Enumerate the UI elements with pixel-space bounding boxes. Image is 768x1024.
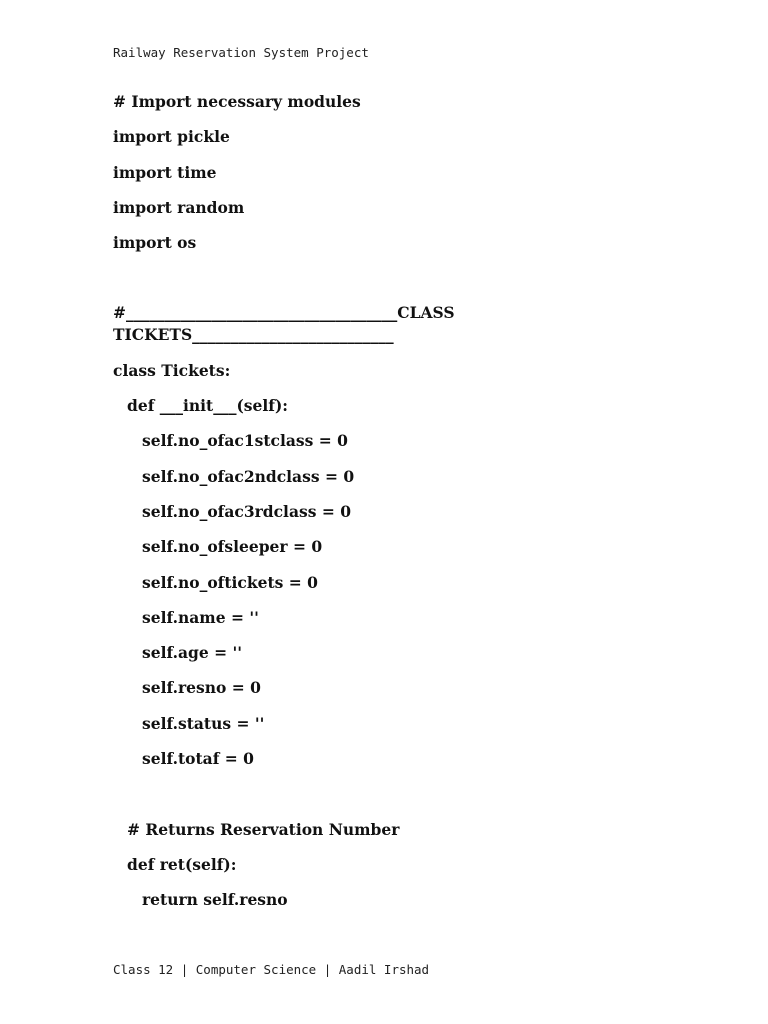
code-line-attr: self.no_ofsleeper = 0 (142, 537, 323, 557)
code-line-attr: self.totaf = 0 (142, 749, 254, 769)
blank-line (113, 266, 673, 301)
code-line-attr: self.no_oftickets = 0 (142, 572, 318, 592)
code-line-def-init: def ___init___(self): (127, 396, 289, 416)
code-line-def-ret: def ret(self): (127, 854, 237, 874)
code-line-attr: self.no_ofac2ndclass = 0 (142, 466, 355, 486)
code-block (113, 90, 673, 924)
code-line-section-comment: #___________________________________CLASS TICKETS__________________________ (113, 302, 455, 344)
code-line-return: return self.resno (142, 890, 288, 910)
code-line-import-pickle: import pickle (113, 127, 230, 147)
code-line-comment-import: # Import necessary modules (113, 92, 361, 111)
code-line-attr: self.resno = 0 (142, 678, 261, 698)
code-line-import-os: import os (113, 233, 197, 253)
page-header: Railway Reservation System Project (113, 45, 369, 60)
code-line-attr: self.no_ofac1stclass = 0 (142, 431, 348, 451)
code-line-comment-ret: # Returns Reservation Number (127, 819, 400, 839)
code-line-class-decl: class Tickets: (113, 360, 231, 380)
code-line-attr: self.age = '' (142, 643, 243, 663)
code-line-import-time: import time (113, 162, 217, 182)
page-footer: Class 12 | Computer Science | Aadil Irshad (113, 962, 430, 977)
code-line-attr: self.status = '' (142, 713, 265, 733)
code-line-attr: self.name = '' (142, 607, 259, 627)
code-line-import-random: import random (113, 197, 245, 217)
blank-line (113, 782, 673, 817)
code-line-attr: self.no_ofac3rdclass = 0 (142, 501, 352, 521)
